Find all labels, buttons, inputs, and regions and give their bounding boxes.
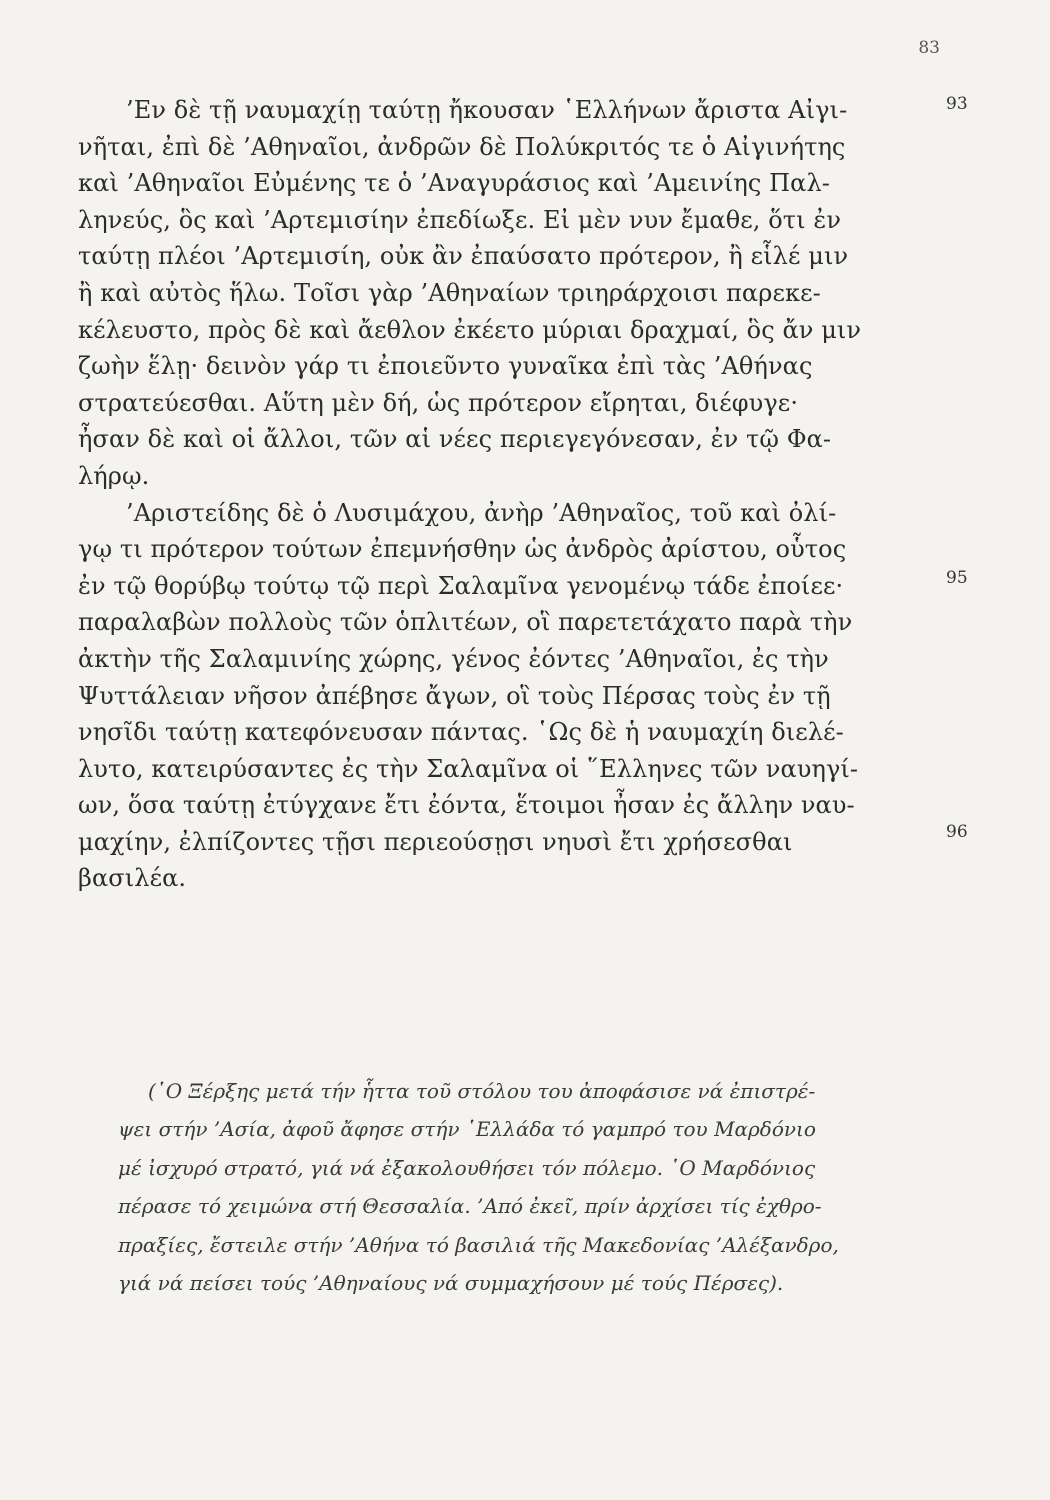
text-line: λυτο, κατειρύσαντες ἐς τὴν Σαλαμῖνα οἱ ῞Ελληνες τῶν ναυηγί- xyxy=(78,754,859,783)
text-line: ἦσαν δὲ καὶ οἱ ἄλλοι, τῶν αἱ νέες περιεγεγόνεσαν, ἐν τῷ Φα- xyxy=(78,425,832,454)
text-line: ’Αριστείδης δὲ ὁ Λυσιμάχου, ἀνὴρ ’Αθηναῖος, τοῦ καὶ ὀλί- xyxy=(126,498,837,527)
margin-section-number: 96 xyxy=(946,822,968,842)
text-line: παραλαβὼν πολλοὺς τῶν ὁπλιτέων, οἳ παρετετάχατο παρὰ τὴν xyxy=(78,608,853,637)
note-line: μέ ἰσχυρό στρατό, γιά νά ἐξακολουθήσει τόν πόλεμο. ῾Ο Μαρδόνιος xyxy=(118,1155,816,1180)
text-line: ἐν τῷ θορύβῳ τούτῳ τῷ περὶ Σαλαμῖνα γενομένῳ τάδε ἐποίεε· xyxy=(78,571,844,600)
text-line: μαχίην, ἐλπίζοντες τῇσι περιεούσῃσι νηυσὶ ἔτι χρήσεσθαι xyxy=(78,827,793,856)
text-line: ταύτῃ πλέοι ’Αρτεμισίη, οὐκ ἂν ἐπαύσατο πρότερον, ἢ εἷλέ μιν xyxy=(78,242,849,271)
text-line: νησῖδι ταύτῃ κατεφόνευσαν πάντας. ῾Ως δὲ ἡ ναυμαχίη διελέ- xyxy=(78,718,844,747)
text-line: ζωὴν ἕλῃ· δεινὸν γάρ τι ἐποιεῦντο γυναῖκα ἐπὶ τὰς ’Αθήνας xyxy=(78,352,813,381)
note-line: γιά νά πείσει τούς ’Αθηναίους νά συμμαχήσουν μέ τούς Πέρσες). xyxy=(118,1270,784,1295)
note-line: πραξίες, ἔστειλε στήν ’Αθήνα τό βασιλιά τῆς Μακεδονίας ’Αλέξανδρο, xyxy=(118,1232,839,1257)
text-line: ’Εν δὲ τῇ ναυμαχίῃ ταύτῃ ἤκουσαν ῾Ελλήνων ἄριστα Αἰγι- xyxy=(126,96,848,124)
text-line: καὶ ’Αθηναῖοι Εὐμένης τε ὁ ’Αναγυράσιος καὶ ’Αμεινίης Παλ- xyxy=(78,169,831,198)
text-line: κέλευστο, πρὸς δὲ καὶ ἄεθλον ἐκέετο μύριαι δραχμαί, ὃς ἄν μιν xyxy=(78,315,862,344)
text-line: λήρῳ. xyxy=(78,461,150,490)
note-line: ψει στήν ’Ασία, ἀφοῦ ἄφησε στήν ῾Ελλάδα τό γαμπρό του Μαρδόνιο xyxy=(118,1117,816,1142)
text-line: στρατεύεσθαι. Αὕτη μὲν δή, ὡς πρότερον εἴρηται, διέφυγε· xyxy=(78,388,799,417)
note-line: (῾Ο Ξέρξης μετά τήν ἧττα τοῦ στόλου του ἀποφάσισε νά ἐπιστρέ- xyxy=(148,1079,816,1103)
text-line: Ψυττάλειαν νῆσον ἀπέβησε ἄγων, οἳ τοὺς Πέρσας τοὺς ἐν τῇ xyxy=(78,681,831,710)
text-line: γῳ τι πρότερον τούτων ἐπεμνήσθην ὡς ἀνδρὸς ἀρίστου, οὗτος xyxy=(78,535,847,564)
text-line: ληνεύς, ὃς καὶ ’Αρτεμισίην ἐπεδίωξε. Εἰ μὲν νυν ἔμαθε, ὅτι ἐν xyxy=(78,205,842,234)
note-line: πέρασε τό χειμώνα στή Θεσσαλία. ’Από ἐκεῖ, πρίν ἀρχίσει τίς ἐχθρο- xyxy=(118,1194,822,1219)
margin-section-number: 93 xyxy=(946,94,968,114)
text-line: νῆται, ἐπὶ δὲ ’Αθηναῖοι, ἀνδρῶν δὲ Πολύκριτός τε ὁ Αἰγινήτης xyxy=(78,132,846,161)
text-line: ἢ καὶ αὐτὸς ἥλω. Τοῖσι γὰρ ’Αθηναίων τριηράρχοισι παρεκε- xyxy=(78,278,821,307)
main-text xyxy=(78,92,958,897)
page-number: 83 xyxy=(918,38,940,58)
text-line: ἀκτὴν τῆς Σαλαμινίης χώρης, γένος ἐόντες ’Αθηναῖοι, ἐς τὴν xyxy=(78,644,829,673)
text-line: βασιλέα. xyxy=(78,864,187,893)
margin-section-number: 95 xyxy=(946,568,968,588)
editorial-note xyxy=(118,1072,968,1302)
text-line: ων, ὅσα ταύτῃ ἐτύγχανε ἔτι ἐόντα, ἕτοιμοι ἦσαν ἐς ἄλλην ναυ- xyxy=(78,791,855,820)
